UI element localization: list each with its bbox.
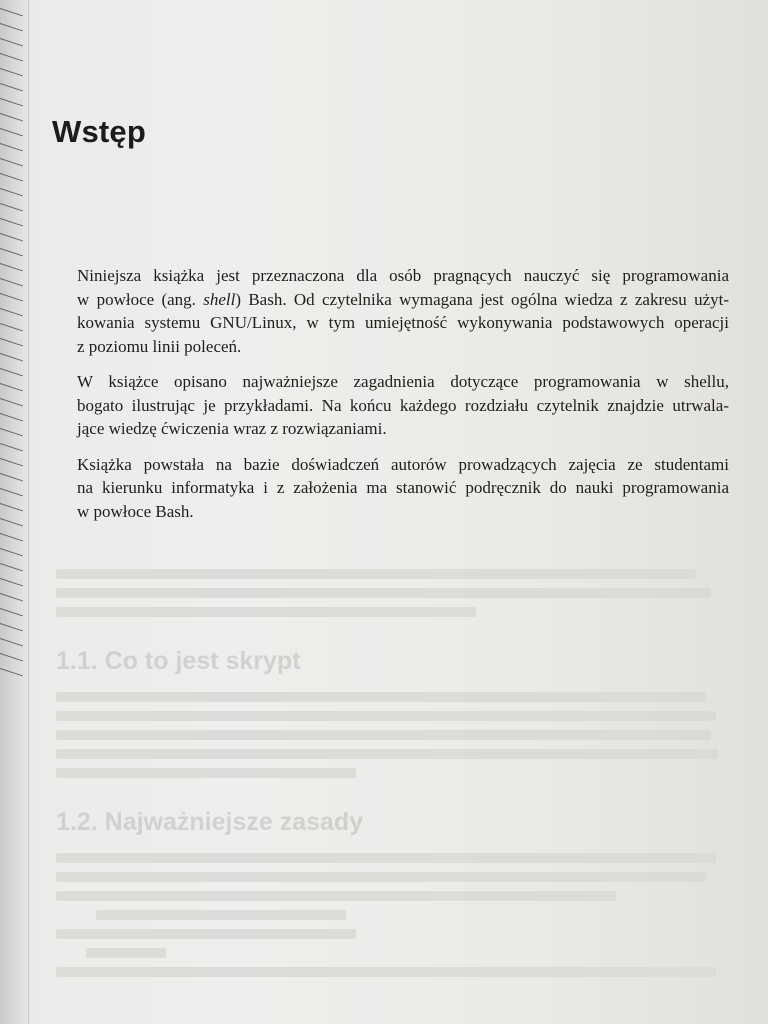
text-line: z poziomu linii poleceń. [77,336,242,356]
spiral-wire [0,608,23,616]
spiral-wire [0,458,23,466]
spiral-wire [0,263,23,271]
spiral-wire [0,38,23,46]
text-line: na kierunku informatyka i z założenia ma stanowić podręcznik do nauki programowania [77,478,729,497]
spiral-wire [0,233,23,241]
spiral-wire [0,593,23,601]
spiral-wire [0,188,23,196]
spiral-binding [0,0,29,1024]
spiral-wire [0,218,23,226]
spiral-wire [0,23,23,31]
spiral-wire [0,83,23,91]
spiral-wire [0,143,23,151]
spiral-wire [0,488,23,496]
spiral-wire [0,473,23,481]
text-line: Książka powstała na bazie doświadczeń autorów prowadzących zajęcia ze studentami [77,454,729,474]
spiral-wire [0,68,23,76]
spiral-wire [0,428,23,436]
spiral-wire [0,353,23,361]
spiral-wire [0,98,23,106]
text-line: bogato ilustrując je przykładami. Na końcu każdego rozdziału czytelnik znajdzie utrwala- [77,395,729,415]
spiral-wire [0,293,23,301]
spiral-wire [0,173,23,181]
show-through-text [56,560,736,986]
show-through-heading-1: 1.1. Co to jest skrypt [56,647,301,675]
spiral-wire [0,113,23,121]
spiral-wire [0,308,23,316]
spiral-wire [0,653,23,661]
text-line: w powłoce Bash. [77,501,194,521]
spiral-wire [0,158,23,166]
spiral-wire [0,578,23,586]
spiral-wire [0,383,23,391]
spiral-wire [0,518,23,526]
spiral-wire [0,203,23,211]
spiral-wire [0,368,23,376]
page-title: Wstęp [52,114,146,149]
body-text [49,264,729,535]
text-line: kowania systemu GNU/Linux, w tym umiejętność wykonywania podstawowych operacji [77,313,729,332]
spiral-wire [0,278,23,286]
spiral-wire [0,668,23,676]
paragraph-3 [49,453,729,524]
text-line: jące wiedzę ćwiczenia wraz z rozwiązaniami. [77,419,387,438]
spiral-wire [0,548,23,556]
text-line: Niniejsza książka jest przeznaczona dla osób pragnących nauczyć się programowania [77,266,729,285]
spiral-wire [0,413,23,421]
spiral-wire [0,563,23,571]
show-through-heading-2: 1.2. Najważniejsze zasady [56,808,364,836]
spiral-wire [0,323,23,331]
spiral-wire [0,503,23,511]
spiral-wire [0,638,23,646]
spiral-wire [0,338,23,346]
spiral-wire [0,443,23,451]
italic-term: shell [203,289,236,309]
spiral-wire [0,623,23,631]
spiral-wire [0,398,23,406]
text-line: w powłoce (ang. shell) Bash. Od czytelnika wymagana jest ogólna wiedza z zakresu użyt- [77,289,729,309]
spiral-wire [0,533,23,541]
paragraph-2 [49,370,729,441]
spiral-wire [0,248,23,256]
paragraph-1 [49,264,729,358]
text-line: W książce opisano najważniejsze zagadnienia dotyczące programowania w shellu, [77,372,729,391]
spiral-wire [0,128,23,136]
spiral-wire [0,8,23,16]
spiral-wire [0,53,23,61]
